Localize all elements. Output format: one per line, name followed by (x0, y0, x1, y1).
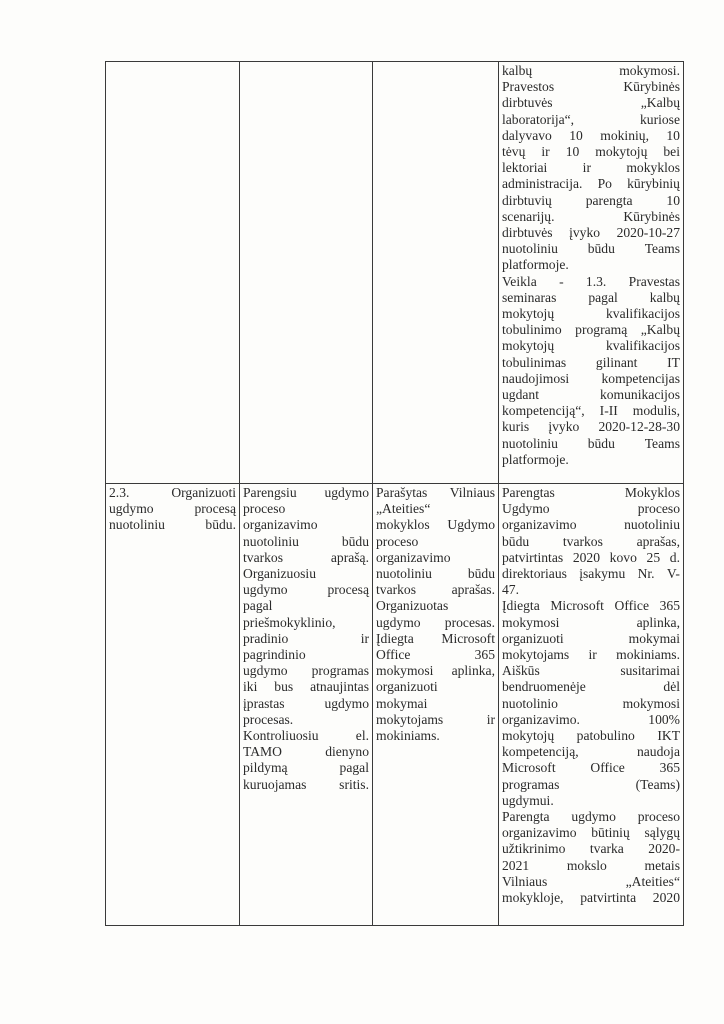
row2-plan-text (243, 485, 369, 793)
text-line: būdu tvarkos aprašas, (502, 533, 680, 549)
text-line: Ugdymo proceso (502, 501, 680, 517)
text-line: Pravestos Kūrybinės (502, 79, 680, 95)
text-line: dirbtuvių parengta 10 (502, 192, 680, 208)
text-line: ugdant komunikacijos (502, 387, 680, 403)
text-line: pildymą pagal (243, 760, 369, 776)
text-line: įprastas ugdymo (243, 695, 369, 711)
text-line: ugdymo procesas. (376, 614, 495, 630)
text-line: pagal (243, 598, 273, 614)
text-line: mokymosi aplinka, (376, 663, 495, 679)
text-line: kompetenciją“, I-II modulis, (502, 403, 680, 419)
row1-goal-cell (106, 62, 240, 484)
row1-result-cell (373, 62, 499, 484)
text-line: nuotoliniu būdu Teams (502, 241, 680, 257)
text-line: scenarijų. Kūrybinės (502, 208, 680, 224)
text-line: nuotoliniu būdu (243, 533, 369, 549)
text-line: tėvų ir 10 mokytojų bei (502, 144, 680, 160)
table-row (106, 62, 684, 484)
report-table (105, 61, 684, 926)
text-line: tobulinimo programą „Kalbų (502, 322, 680, 338)
text-line: 47. (502, 582, 519, 598)
text-line: Microsoft Office 365 (502, 760, 680, 776)
text-line: nuotoliniu būdu (376, 566, 495, 582)
text-line: organizavimo (243, 517, 318, 533)
text-line: organizavimo nuotoliniu (502, 517, 680, 533)
text-line: dirbtuvės įvyko 2020-10-27 (502, 225, 680, 241)
row2-goal-cell (106, 484, 240, 926)
row2-evidence-text (502, 485, 680, 906)
text-line: mokytojų patobulino IKT (502, 728, 680, 744)
text-line: proceso (376, 533, 419, 549)
text-line: Parengta ugdymo proceso (502, 809, 680, 825)
row2-result-text (376, 485, 495, 744)
text-line: kompetenciją, naudoja (502, 744, 680, 760)
text-line: Įdiegta Microsoft (376, 630, 495, 646)
text-line: pradinio ir (243, 630, 369, 646)
text-line: „Ateities“ (376, 501, 431, 517)
row1-evidence-cell (499, 62, 684, 484)
text-line: Parengtas Mokyklos (502, 485, 680, 500)
text-line: pagrindinio (243, 647, 306, 663)
text-line: dalyvavo 10 mokinių, 10 (502, 127, 680, 143)
text-line: seminaras pagal kalbų (502, 289, 680, 305)
text-line: nuotoliniu būdu. (109, 517, 236, 533)
text-line: Veikla - 1.3. Pravestas (502, 273, 680, 289)
text-line: mokiniams. (376, 728, 440, 744)
text-line: 2.3. Organizuoti (109, 485, 236, 500)
text-line: Įdiegta Microsoft Office 365 (502, 598, 680, 614)
row2-plan-cell (240, 484, 373, 926)
text-line: mokytojams ir (376, 711, 495, 727)
text-line: mokykloje, patvirtinta 2020 (502, 890, 680, 906)
text-line: iki bus atnaujintas (243, 679, 369, 695)
text-line: platformoje. (502, 257, 569, 273)
text-line: platformoje. (502, 451, 569, 467)
text-line: administracija. Po kūrybinių (502, 176, 680, 192)
text-line: organizavimo. 100% (502, 711, 680, 727)
text-line: mokymai (376, 695, 428, 711)
row2-evidence-cell (499, 484, 684, 926)
text-line: kuruojamas sritis. (243, 776, 369, 792)
text-line: programas (Teams) (502, 776, 680, 792)
text-line: Parengsiu ugdymo (243, 485, 369, 500)
text-line: ugdymo procesą (243, 582, 369, 598)
text-line: naudojimosi kompetencijas (502, 370, 680, 386)
text-line: laboratorija“, kuriose (502, 111, 680, 127)
text-line: nuotoliniu būdu Teams (502, 435, 680, 451)
text-line: Kontroliuosiu el. (243, 728, 369, 744)
text-line: nuotolinio mokymosi (502, 695, 680, 711)
text-line: ugdymui. (502, 792, 554, 808)
text-line: mokytojams ir mokiniams. (502, 647, 680, 663)
text-line: organizavimo (376, 549, 451, 565)
text-line: proceso (243, 501, 286, 517)
text-line: organizuoti mokymai (502, 630, 680, 646)
row2-goal-text (109, 485, 236, 534)
row1-evidence-text (502, 63, 680, 468)
text-line: kalbų mokymosi. (502, 63, 680, 78)
text-line: dirbtuvės „Kalbų (502, 95, 680, 111)
text-line: mokytojų kvalifikacijos (502, 338, 680, 354)
text-line: Aiškūs susitarimai (502, 663, 680, 679)
text-line: direktoriaus įsakymu Nr. V- (502, 566, 680, 582)
text-line: organizavimo būtinių sąlygų (502, 825, 680, 841)
text-line: Vilniaus „Ateities“ (502, 873, 680, 889)
text-line: užtikrinimo tvarka 2020- (502, 841, 680, 857)
text-line: 2021 mokslo metais (502, 857, 680, 873)
text-line: procesas. (243, 711, 294, 727)
table-row (106, 484, 684, 926)
text-line: priešmokyklinio, (243, 614, 336, 630)
text-line: Organizuotas (376, 598, 449, 614)
text-line: patvirtintas 2020 kovo 25 d. (502, 549, 680, 565)
text-line: lektoriai ir mokyklos (502, 160, 680, 176)
row2-result-cell (373, 484, 499, 926)
text-line: mokyklos Ugdymo (376, 517, 495, 533)
text-line: mokymosi aplinka, (502, 614, 680, 630)
text-line: Office 365 (376, 647, 495, 663)
text-line: Parašytas Vilniaus (376, 485, 495, 500)
text-line: mokytojų kvalifikacijos (502, 306, 680, 322)
text-line: tobulinimas gilinant IT (502, 354, 680, 370)
text-line: Organizuosiu (243, 566, 316, 582)
text-line: ugdymo programas (243, 663, 369, 679)
text-line: tvarkos aprašas. (376, 582, 495, 598)
row1-plan-cell (240, 62, 373, 484)
text-line: kuris įvyko 2020-12-28-30 (502, 419, 680, 435)
text-line: organizuoti (376, 679, 438, 695)
text-line: TAMO dienyno (243, 744, 369, 760)
text-line: bendruomenėje dėl (502, 679, 680, 695)
text-line: ugdymo procesą (109, 501, 236, 517)
text-line: tvarkos aprašą. (243, 549, 369, 565)
